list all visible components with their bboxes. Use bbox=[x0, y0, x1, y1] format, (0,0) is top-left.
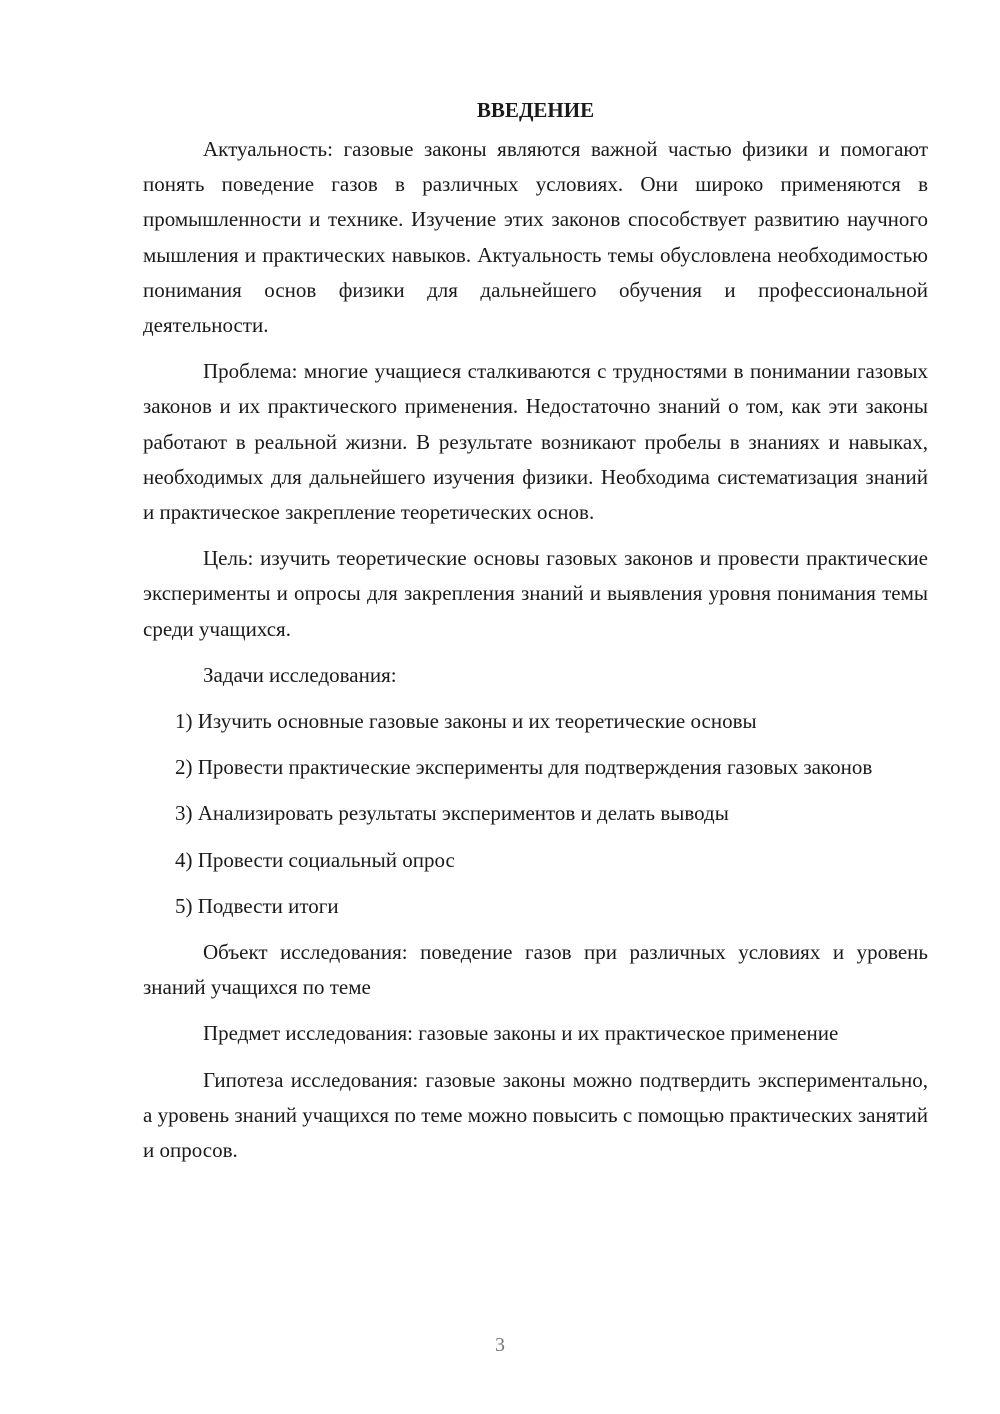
subject-paragraph: Предмет исследования: газовые законы и их практическое применение bbox=[203, 1021, 839, 1046]
object-paragraph: Объект исследования: поведение газов при различных условиях и уровень знаний учащихся по теме bbox=[143, 940, 928, 1000]
page-number: 3 bbox=[495, 1334, 505, 1356]
problem-paragraph: Проблема: многие учащиеся сталкиваются с трудностями в понимании газовых законов и их практического применения. Недостаточно знаний о том, как эти законы работают в реальной жизни. В результате возникают пробелы в знаниях и навыках, необходимых для дальнейшего изучения физики. Необходима систематизация знаний и практическое закрепление теоретических основ. bbox=[143, 359, 928, 525]
hypothesis-paragraph: Гипотеза исследования: газовые законы можно подтвердить экспериментально, а уровень знаний учащихся по теме можно повысить с помощью практических занятий и опросов. bbox=[143, 1067, 928, 1163]
task-item-3: 3) Анализировать результаты экспериментов и делать выводы bbox=[175, 801, 729, 826]
page-title: ВВЕДЕНИЕ bbox=[476, 98, 595, 122]
task-item-2: 2) Провести практические эксперименты для подтверждения газовых законов bbox=[175, 755, 873, 780]
goal-paragraph: Цель: изучить теоретические основы газовых законов и провести практические эксперименты и опросы для закрепления знаний и выявления уровня понимания темы среди учащихся. bbox=[143, 546, 928, 641]
document-page bbox=[143, 94, 928, 1179]
tasks-heading: Задачи исследования: bbox=[203, 662, 397, 687]
task-item-1: 1) Изучить основные газовые законы и их теоретические основы bbox=[175, 709, 757, 734]
task-item-4: 4) Провести социальный опрос bbox=[175, 847, 455, 872]
task-item-5: 5) Подвести итоги bbox=[175, 893, 339, 918]
relevance-paragraph: Актуальность: газовые законы являются важной частью физики и помогают понять поведение газов в различных условиях. Они широко применяются в промышленности и технике. Изучение этих законов способствует развитию научного мышления и практических навыков. Актуальность темы обусловлена необходимостью понимания основ физики для дальнейшего обучения и профессиональной деятельности. bbox=[143, 137, 928, 338]
